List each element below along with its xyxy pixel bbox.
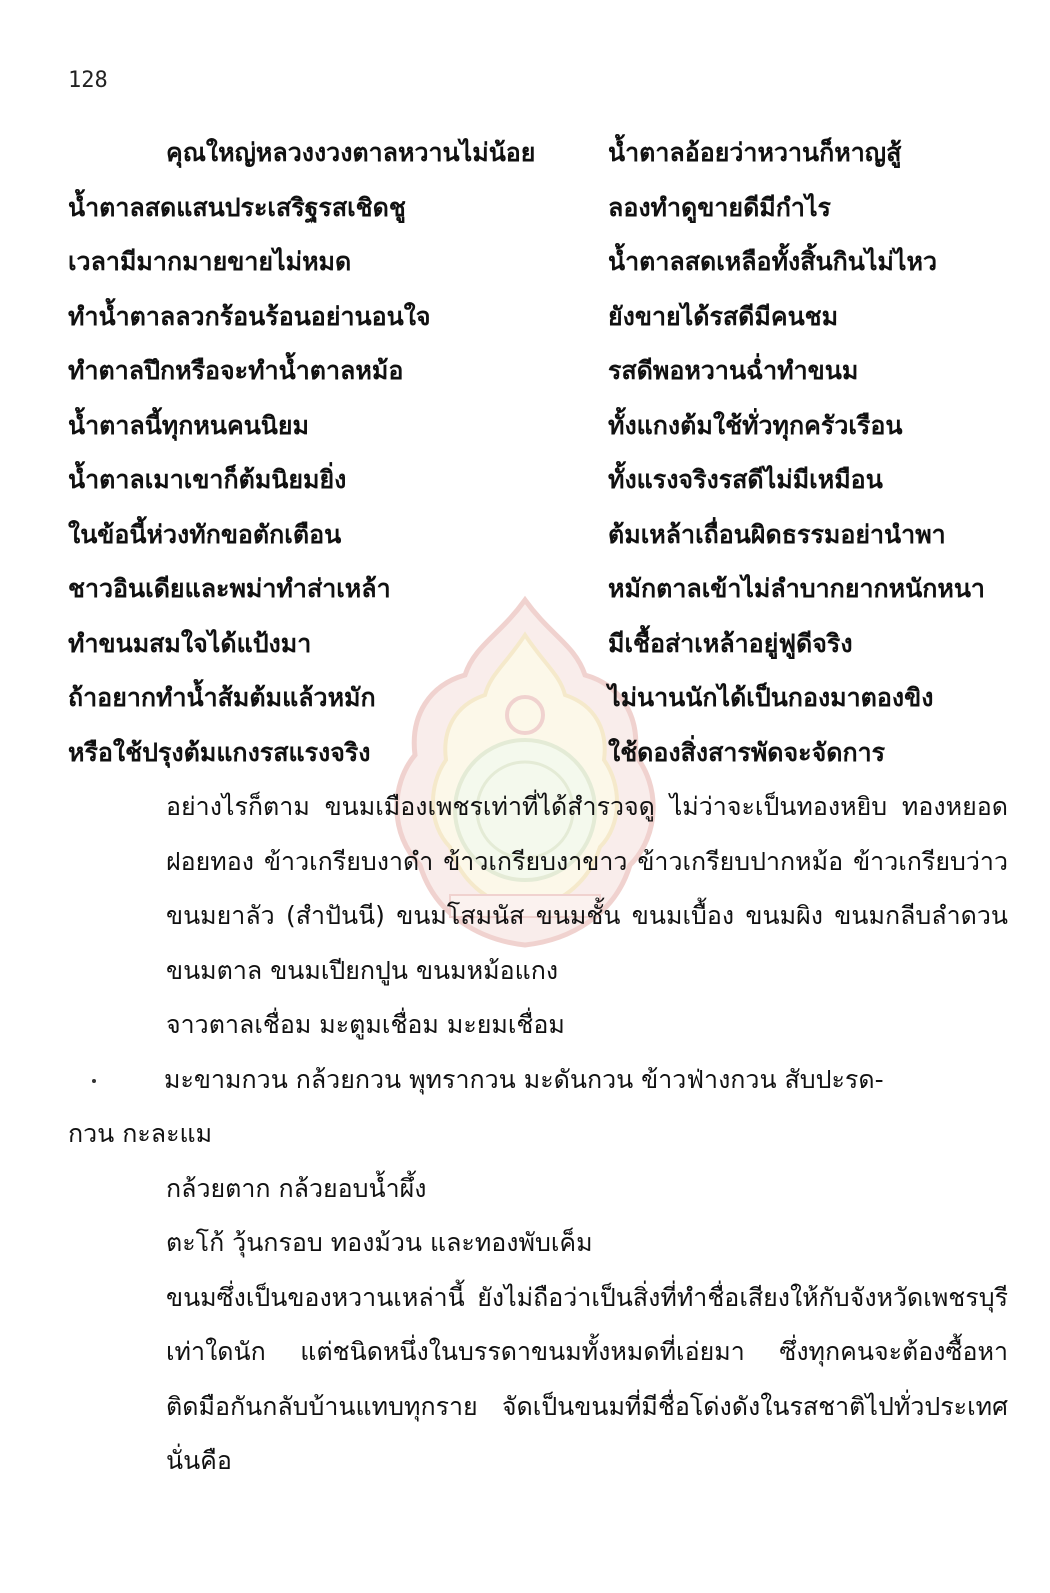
paragraph-conclusion: ขนมซึ่งเป็นของหวานเหล่านี้ ยังไม่ถือว่าเป็นสิ่งที่ทำชื่อเสียงให้กับจังหวัดเพชรบุรีเท่าใดนัก แต่ชนิดหนึ่งในบรรดาขนมทั้งหมดที่เอ่ยมา ซึ่งทุกคนจะต้องซื้อหาติดมือกันกลับบ้านแทบทุกราย จัดเป็นขนมที่มีชื่อโด่งดังในรสชาติไปทั่วประเทศนั่นคือ <box>166 1282 1008 1475</box>
poem-verse-right: ทั้งแรงจริงรสดีไม่มีเหมือน <box>608 465 883 495</box>
poem-verse-left: น้ำตาลเมาเขาก็ต้มนิยมยิ่ง <box>68 465 347 495</box>
stray-dot <box>92 1079 96 1083</box>
poem-verse-left: ถ้าอยากทำน้ำส้มต้มแล้วหมัก <box>68 683 376 713</box>
poem-row <box>68 126 1008 181</box>
poem-verse-left: ในข้อนี้ห่วงทักขอตักเตือน <box>68 519 342 549</box>
poem-row <box>68 617 1008 672</box>
paragraph-preserves-cont: กวน กะละแม <box>68 1119 213 1148</box>
page-number: 128 <box>68 68 108 93</box>
poem-row <box>68 508 1008 563</box>
poem-verse-right: ต้มเหล้าเถื่อนผิดธรรมอย่านำพา <box>608 519 946 549</box>
paragraph-preserves-text: มะขามกวน กล้วยกวน พุทรากวน มะดันกวน ข้าวฟ่างกวน สับปะรด- <box>164 1064 884 1094</box>
poem-row <box>68 399 1008 454</box>
poem-row <box>68 344 1008 399</box>
poem-row <box>68 181 1008 236</box>
poem-verse-left: น้ำตาลสดแสนประเสริฐรสเชิดชู <box>68 192 406 222</box>
poem <box>68 126 1008 780</box>
poem-verse-right: ไม่นานนักได้เป็นกองมาตองขิง <box>608 683 934 713</box>
paragraph-misc: ตะโก้ วุ้นกรอบ ทองม้วน และทองพับเค็ม <box>166 1228 593 1257</box>
paragraph-banana: กล้วยตาก กล้วยอบน้ำผึ้ง <box>166 1173 427 1203</box>
paragraph-preserves <box>68 1053 1008 1108</box>
poem-verse-right: น้ำตาลอ้อยว่าหวานก็หาญสู้ <box>608 138 902 168</box>
poem-row <box>68 726 1008 781</box>
poem-row <box>68 453 1008 508</box>
poem-verse-right: น้ำตาลสดเหลือทั้งสิ้นกินไม่ไหว <box>608 247 937 277</box>
poem-verse-right: ยังขายได้รสดีมีคนชม <box>608 301 839 331</box>
poem-verse-right: หมักตาลเข้าไม่ลำบากยากหนักหนา <box>608 574 985 604</box>
poem-verse-right: รสดีพอหวานฉ่ำทำขนม <box>608 356 859 386</box>
poem-verse-right: ใช้ดองสิ่งสารพัดจะจัดการ <box>608 737 886 767</box>
poem-verse-right: มีเชื้อส่าเหล้าอยู่ฟูดีจริง <box>608 628 853 658</box>
poem-verse-left: ทำขนมสมใจได้แป้งมา <box>68 628 312 658</box>
poem-row <box>68 671 1008 726</box>
paragraph-candied: จาวตาลเชื่อม มะตูมเชื่อม มะยมเชื่อม <box>166 1010 565 1039</box>
poem-verse-left: เวลามีมากมายขายไม่หมด <box>68 247 352 277</box>
poem-verse-right: ทั้งแกงต้มใช้ทั่วทุกครัวเรือน <box>608 410 903 440</box>
poem-row <box>68 562 1008 617</box>
paragraph-dessert-list: อย่างไรก็ตาม ขนมเมืองเพชรเท่าที่ได้สำรวจดู ไม่ว่าจะเป็นทองหยิบ ทองหยอด ฝอยทอง ข้าวเกรียบงาดำ ข้าวเกรียบงาขาว ข้าวเกรียบปากหม้อ ข้าวเกรียบว่าว ขนมยาลัว (สำปันนี) ขนมโสมนัส ขนมชั้น ขนมเบื้อง ขนมผิง ขนมกลีบลำดวน ขนมตาล ขนมเปียกปูน ขนมหม้อแกง <box>166 792 1008 985</box>
poem-row <box>68 290 1008 345</box>
poem-verse-left: คุณใหญ่หลวงงวงตาลหวานไม่น้อย <box>166 138 536 168</box>
poem-verse-left: ทำตาลปึกหรือจะทำน้ำตาลหม้อ <box>68 356 404 386</box>
poem-row <box>68 235 1008 290</box>
poem-verse-left: ชาวอินเดียและพม่าทำส่าเหล้า <box>68 574 391 604</box>
poem-verse-left: ทำน้ำตาลลวกร้อนร้อนอย่านอนใจ <box>68 301 431 331</box>
prose-body <box>68 780 1008 1489</box>
poem-verse-left: หรือใช้ปรุงต้มแกงรสแรงจริง <box>68 737 371 767</box>
poem-verse-left: น้ำตาลนี้ทุกหนคนนิยม <box>68 410 310 440</box>
poem-verse-right: ลองทำดูขายดีมีกำไร <box>608 192 831 222</box>
